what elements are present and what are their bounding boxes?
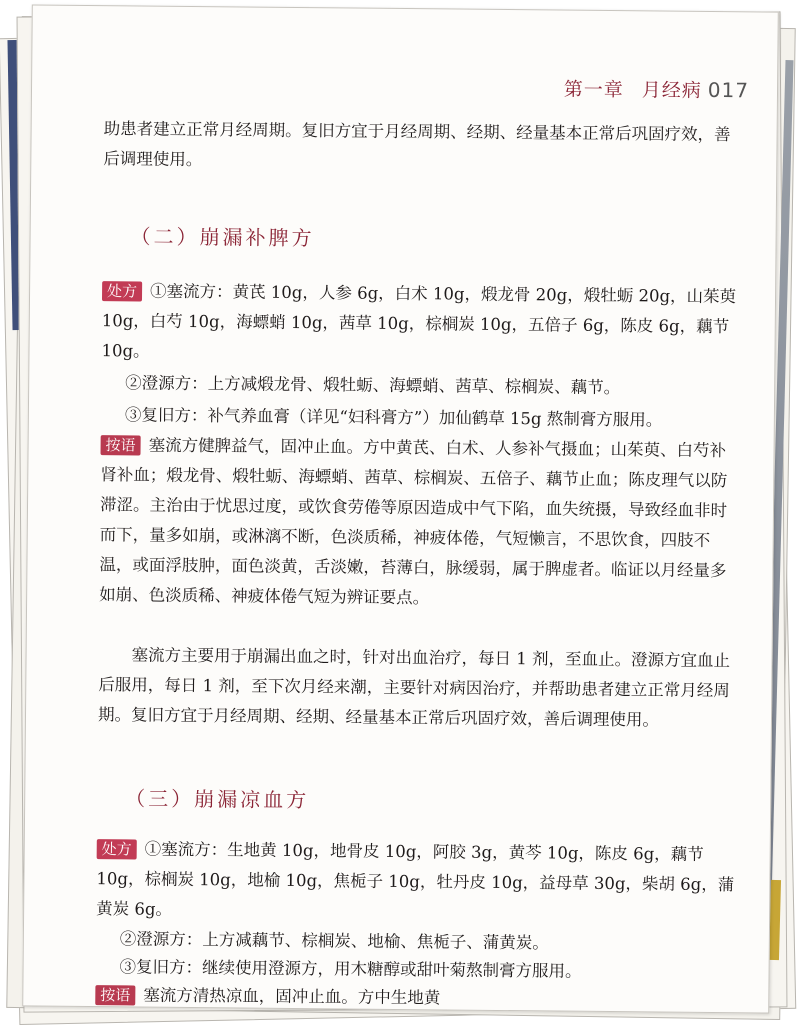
prescription-block-2 (101, 276, 742, 372)
running-header (564, 75, 749, 104)
prescription-block-3 (96, 834, 737, 930)
prescription-tag: 处方 (97, 839, 137, 859)
prescription-item-1: ①塞流方：黄芪 10g，人参 6g，白术 10g，煅龙骨 20g，煅牡蛎 20g，山茱萸 10g，白芍 10g，海螵蛸 10g，茜草 10g，棕榈炭 10g，五倍子 6g，陈皮 6g，藕节 10g。 (101, 281, 737, 361)
prescription-item-3: ③复旧方：继续使用澄源方，用木糖醇或甜叶菊熬制膏方服用。 (119, 957, 582, 981)
note-text: 塞流方健脾益气，固冲止血。方中黄芪、白术、人参补气摄血；山茱萸、白芍补肾补血；煅龙骨、煅牡蛎、海螵蛸、茜草、棕榈炭、五倍子、藕节止血；陈皮理气以防滞涩。主治由于忧思过度，或饮食劳倦等原因造成中气下陷，血失统摄，导致经血非时而下，量多如崩，或淋漓不断，色淡质稀，神疲体倦，气短懒言，不思饮食，四肢不温，或面浮肢肿，面色淡黄，舌淡嫩，苔薄白，脉缓弱，属于脾虚者。临证以月经量多如崩、色淡质稀、神疲体倦气短为辨证要点。 (99, 435, 728, 608)
note-tag: 按语 (101, 435, 141, 455)
page-number: 017 (707, 77, 750, 103)
note-block-2 (99, 430, 741, 616)
prescription-item-1: ①塞流方：生地黄 10g，地骨皮 10g，阿胶 3g，黄芩 10g，陈皮 6g，藕节 10g，棕榈炭 10g，地榆 10g，焦栀子 10g，牡丹皮 10g，益母草 30g，柴胡 6g，蒲黄炭 6g。 (96, 839, 735, 919)
prescription-tag: 处方 (102, 281, 142, 301)
prescription-item-2: ②澄源方：上方减煅龙骨、煅牡蛎、海螵蛸、茜草、棕榈炭、藕节。 (125, 373, 621, 398)
note-tag: 按语 (95, 985, 135, 1005)
page-edge-accent (769, 880, 781, 960)
section-heading-2: （二）崩漏补脾方 (130, 224, 315, 251)
prescription-item-2: ②澄源方：上方减藕节、棕榈炭、地榆、焦栀子、蒲黄炭。 (119, 929, 549, 953)
section-heading-3: （三）崩漏凉血方 (125, 786, 310, 813)
chapter-title: 月经病 (641, 79, 702, 102)
chapter-number: 第一章 (563, 78, 624, 102)
book-page (22, 4, 779, 1013)
continuation-paragraph: 助患者建立正常月经周期。复旧方宜于月经周期、经期、经量基本正常后巩固疗效，善后调理使用。 (103, 119, 731, 170)
usage-paragraph: 塞流方主要用于崩漏出血之时，针对出血治疗，每日 1 剂，至血止。澄源方宜血止后服用，每日 1 剂，至下次月经来潮，主要针对病因治疗，并帮助患者建立正常月经周期。复旧方宜于月经周期、经期、经量基本正常后巩固疗效，善后调理使用。 (97, 645, 731, 730)
note-text: 塞流方清热凉血，固冲止血。方中生地黄 (143, 985, 441, 1008)
prescription-item-3: ③复旧方：补气养血膏（详见“妇科膏方”）加仙鹤草 15g 熬制膏方服用。 (124, 405, 663, 430)
